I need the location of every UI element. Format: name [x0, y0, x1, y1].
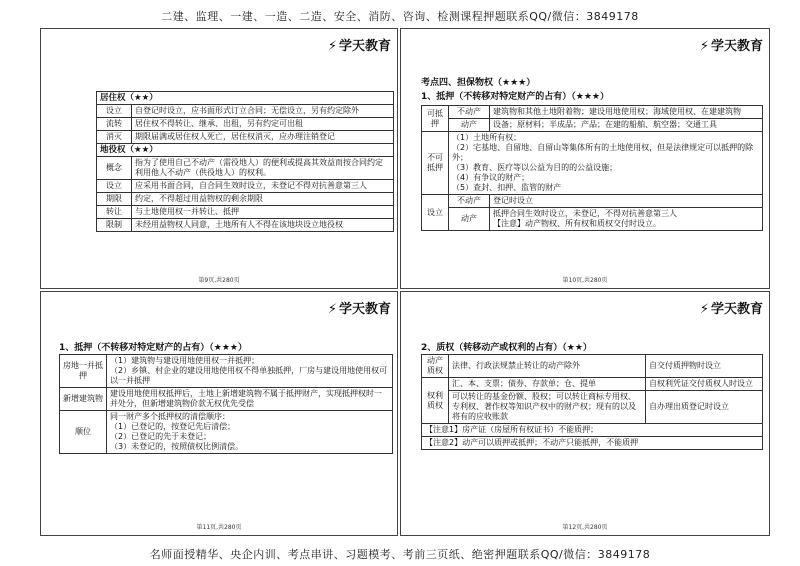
note-row: 【注意2】动产可以质押或抵押；不动产只能抵押，不能质押 — [422, 437, 763, 450]
table-row — [97, 131, 394, 144]
table-row — [97, 157, 394, 180]
section-title: 考点四、担保物权（★★★） — [421, 78, 536, 88]
row-label: 设立 — [97, 180, 132, 193]
row-text: 居住权不得转让、继承、出租，另有约定可出租 — [132, 118, 394, 131]
row-label: 限制 — [97, 219, 132, 232]
row-label: 新增建筑物 — [60, 388, 107, 411]
row-text: 法律、行政法规禁止转让的动产除外 — [449, 355, 646, 378]
slide-security-rights — [400, 28, 770, 289]
row-text: 同一财产多个抵押权的清偿顺序： （1）已登记的，按登记先后清偿； （2）已登记的先于未登记； （3）未登记的，按照债权比例清偿。 — [107, 411, 393, 454]
table-row — [422, 355, 763, 378]
row-text: 登记时设立 — [490, 195, 763, 208]
mortgage-table — [421, 105, 763, 231]
row-result: 自办理出质登记时设立 — [646, 391, 763, 424]
table-row — [422, 378, 763, 391]
section-title-easement: 地役权（★★） — [97, 144, 394, 157]
page-number: 第11页,共280页 — [196, 524, 242, 531]
section-subtitle: 2、质权（转移动产或权利的占有）（★★） — [421, 343, 592, 353]
table-row — [60, 355, 393, 388]
row-sublabel: 动产 — [449, 208, 490, 231]
table-row — [422, 424, 763, 437]
slide-residence-easement — [40, 28, 398, 289]
logo-text: 学天教育 — [710, 302, 763, 317]
list-item: （2）宅基地、自留地、自留山等集体所有的土地使用权，但是法律规定可以抵押的除外； — [452, 143, 754, 162]
row-text: 汇、本、支票；债券、存款单；仓、提单 — [449, 378, 646, 391]
page-number: 第12页,共280页 — [562, 524, 608, 531]
row-label: 概念 — [97, 157, 132, 180]
row-label: 转让 — [97, 206, 132, 219]
logo-text: 学天教育 — [338, 302, 391, 317]
row-label: 消灭 — [97, 131, 132, 144]
logo-mark-icon: ⚡ — [699, 39, 709, 54]
table-row — [422, 195, 763, 208]
row-label: 房地一并抵押 — [60, 355, 107, 388]
row-line: 抵押合同生效时设立，未登记，不得对抗善意第三人 — [493, 209, 677, 218]
logo-text: 学天教育 — [338, 39, 391, 54]
logo-text: 学天教育 — [710, 39, 763, 54]
row-label: 可抵押 — [422, 106, 449, 132]
pledge-table — [421, 354, 763, 450]
section-subtitle: 1、抵押（不转移对特定财产的占有）（★★★） — [421, 92, 609, 102]
section-title-residence: 居住权（★★） — [97, 92, 394, 105]
table-row — [422, 437, 763, 450]
row-text: 建设用地使用权抵押后，土地上新增建筑物不属于抵押财产，实现抵押权时一并处分，但新增建筑物价款无权优先受偿 — [107, 388, 393, 411]
slide-pledge — [400, 291, 770, 536]
brand-logo — [700, 298, 763, 317]
row-note: 【注意】动产物权、所有权和质权交付时设立。 — [493, 219, 661, 228]
table-row — [422, 132, 763, 195]
row-text: 期限届满或居住权人死亡，居住权消灭，应办理注销登记 — [132, 131, 394, 144]
bottom-banner: 名师面授精华、央企内训、考点串讲、习题模考、考前三页纸、绝密押题联系QQ/微信：3849178 — [149, 548, 651, 561]
brand-logo — [328, 35, 391, 54]
row-text: 建筑物和其他土地附着物；建设用地使用权；海域使用权、在建建筑物 — [490, 106, 763, 119]
row-label: 权利质权 — [422, 378, 449, 424]
note-row: 【注意1】房产证（房屋所有权证书）不能质押； — [422, 424, 763, 437]
table-row — [97, 193, 394, 206]
table-row — [97, 118, 394, 131]
top-banner: 二建、监理、一建、一造、二造、安全、消防、咨询、检测课程押题联系QQ/微信：3849178 — [161, 10, 639, 23]
row-result: 自权利凭证交付质权人时设立 — [646, 378, 763, 391]
row-text — [490, 208, 763, 231]
page-number: 第9页,共280页 — [198, 277, 240, 284]
row-text: 设备；原材料；半成品；产品；在建的船舶、航空器；交通工具 — [490, 119, 763, 132]
row-sublabel: 不动产 — [449, 106, 490, 119]
row-label: 设立 — [422, 195, 449, 231]
brand-logo — [700, 35, 763, 54]
logo-mark-icon: ⚡ — [327, 302, 337, 317]
row-sublabel: 动产 — [449, 119, 490, 132]
residence-table — [96, 91, 394, 232]
table-row — [422, 208, 763, 231]
row-result: 自交付质押物时设立 — [646, 355, 763, 378]
row-label: 流转 — [97, 118, 132, 131]
row-label: 顺位 — [60, 411, 107, 454]
mortgage-detail-table — [59, 354, 393, 454]
table-row — [60, 388, 393, 411]
brand-logo — [328, 298, 391, 317]
table-row — [422, 119, 763, 132]
row-text: 约定，不得超过用益物权的剩余期限 — [132, 193, 394, 206]
logo-mark-icon: ⚡ — [699, 302, 709, 317]
list-item: （4）有争议的财产； — [452, 173, 530, 182]
row-text: （1）建筑物与建设用地使用权一并抵押； （2）乡镇、村企业的建设用地使用权不得单独抵押，厂房与建设用地使用权可以一并抵押 — [107, 355, 393, 388]
list-item: （3）教育、医疗等以公益为目的的公益设施； — [452, 163, 618, 172]
table-row — [422, 391, 763, 424]
row-text: 自登记时设立，应书面形式订立合同；无偿设立，另有约定除外 — [132, 105, 394, 118]
row-text: 可以转让的基金份额、股权；可以转让商标专用权、专利权、著作权等知识产权中的财产权；现有的以及将有的应收账款 — [449, 391, 646, 424]
row-label: 设立 — [97, 105, 132, 118]
row-text: 未经用益物权人同意，土地所有人不得在该地块设立地役权 — [132, 219, 394, 232]
table-row — [97, 105, 394, 118]
row-label: 动产质权 — [422, 355, 449, 378]
table-row — [97, 219, 394, 232]
page-number: 第10页,共280页 — [562, 277, 608, 284]
row-text: 指为了使用自己不动产（需役地人）的便利或提高其效益而按合同约定利用他人不动产（供役地人）的权利。 — [132, 157, 394, 180]
table-row — [97, 206, 394, 219]
table-row — [422, 106, 763, 119]
slide-mortgage-detail — [40, 291, 398, 536]
row-sublabel: 不动产 — [449, 195, 490, 208]
row-text: 与土地使用权一并转让、抵押 — [132, 206, 394, 219]
table-row — [97, 180, 394, 193]
row-label: 不可抵押 — [422, 132, 449, 195]
list-item: （5）查封、扣押、监管的财产 — [452, 183, 562, 192]
logo-mark-icon: ⚡ — [327, 39, 337, 54]
table-row — [60, 411, 393, 454]
row-label: 期限 — [97, 193, 132, 206]
section-subtitle: 1、抵押（不转移对特定财产的占有）（★★★） — [59, 343, 247, 353]
list-item: （1）土地所有权； — [452, 133, 522, 142]
row-text: 应采用书面合同，自合同生效时设立，未登记不得对抗善意第三人 — [132, 180, 394, 193]
row-text-list — [449, 132, 763, 195]
